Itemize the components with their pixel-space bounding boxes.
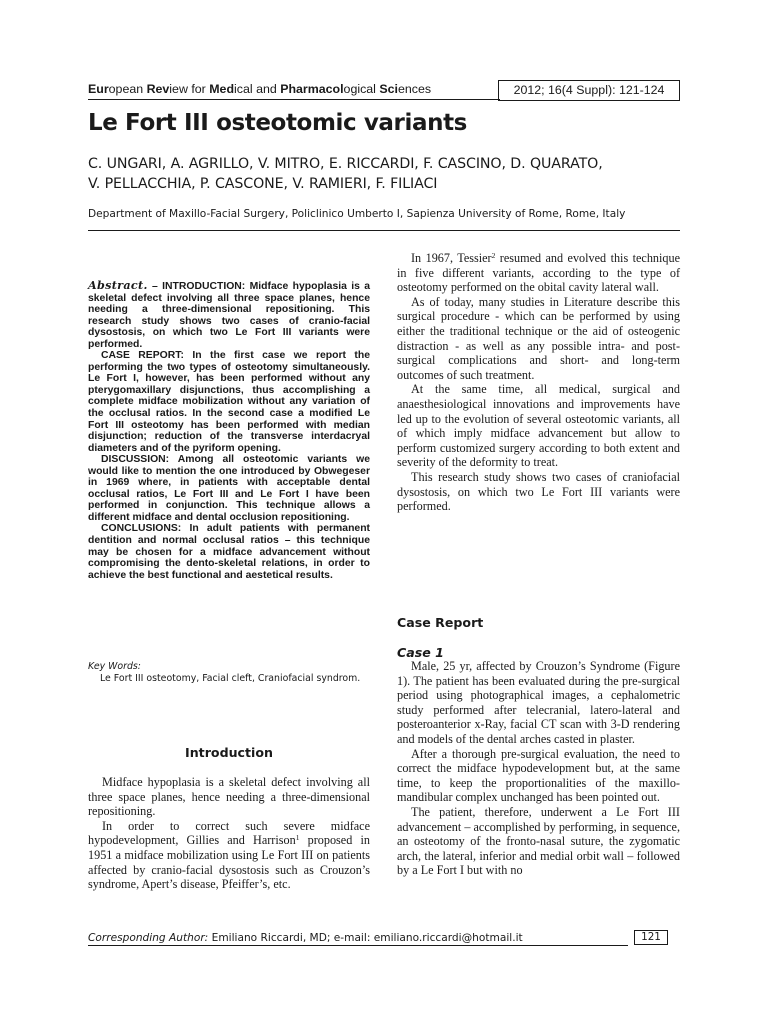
footer-rule [88, 945, 628, 946]
abstract-paragraph: Abstract. – INTRODUCTION: Midface hypoplasia is a skeletal defect involving all three space planes, hence needing a three-dimensional repositioning. This research study shows two cases of cranio-facial dysostosis, on which two Le Fort III variants were performed. [88, 278, 371, 350]
corresponding-author [88, 932, 523, 944]
case1-heading: Case 1 [397, 645, 444, 660]
keywords-text: Le Fort III osteotomy, Facial cleft, Craniofacial syndrom. [100, 673, 361, 684]
keywords-label: Key Words: [88, 661, 141, 672]
abstract-section-text: In the first case we report the performing the two types of osteotomy simultaneously. Le Fort I, however, has been performed without any pterygomaxillary disjunctions, thus accomplishing a complete midface mobilization without any variation of the occlusal ratios. In the second case a modified Le Fort III osteotomy has been performed with median disjunction; reduction of the transverse interdacryal diameters and of the pyriform opening. [88, 350, 370, 454]
author-line: V. PELLACCHIA, P. CASCONE, V. RAMIERI, F. FILIACI [88, 176, 438, 192]
abstract-section-label: INTRODUCTION: [162, 281, 246, 292]
keywords [88, 661, 370, 685]
article-title: Le Fort III osteotomic variants [88, 110, 467, 136]
abstract-section-label: DISCUSSION: [101, 454, 170, 466]
header-rule [88, 99, 500, 100]
body-paragraph: In 1967, Tessier$^2$ resumed and evolved this technique in five different variants, according to the type of osteotomy performed on the obital cavity lateral wall. [397, 251, 681, 295]
case1-body [397, 659, 680, 878]
introduction-body [88, 775, 370, 892]
citation-ref: 2 [491, 251, 496, 260]
right-column-body [397, 251, 680, 514]
body-paragraph: This research study shows two cases of craniofacial dysostosis, on which two Le Fort III variants were performed. [397, 469, 680, 514]
journal-name: European Review for Medical and Pharmacological Sciences [88, 82, 432, 96]
body-paragraph: The patient, therefore, underwent a Le Fort III advancement – accomplished by performing, in sequence, an osteotomy of the fronto-nasal suture, the zygomatic arch, the lateral, inferior and medial orbit wall – followed by a Le Fort I but with no [397, 804, 680, 878]
abstract-paragraph [88, 523, 370, 581]
abstract-section-text: Among all osteotomic variants we would like to mention the one introduced by Obwegeser in 1969 where, in patients with acceptable dental occlusal ratios, Le Fort III and Le Fort I have been performed in conjunction. This technique allows a different midface and dental occlusion repositioning. [88, 454, 370, 523]
body-paragraph: Midface hypoplasia is a skeletal defect involving all three space planes, hence needing a three-dimensional repositioning. [88, 775, 370, 819]
citation-ref: 1 [295, 833, 300, 843]
author-list [88, 154, 688, 194]
page-number: 121 [634, 930, 668, 945]
journal-header [88, 80, 680, 102]
affiliation-rule [88, 230, 680, 231]
abstract-section-text: Midface hypoplasia is a skeletal defect involving all three space planes, hence needing a three-dimensional repositioning. This research study shows two cases of cranio-facial dysostosis, on which two Le Fort III variants were performed. [88, 281, 371, 350]
introduction-heading: Introduction [185, 745, 273, 760]
body-paragraph: Male, 25 yr, affected by Crouzon’s Syndrome (Figure 1). The patient has been evaluated during the pre-surgical period using photographical images, a cephalometric study performed after telecranial, latero-lateral and posteroanterior x-Ray, facial CT scan with 3-D rendering and models of the dental arches casted in plaster. [397, 659, 680, 746]
corresponding-text: Emiliano Riccardi, MD; e-mail: emiliano.riccardi@hotmail.it [208, 932, 523, 944]
citation-box: 2012; 16(4 Suppl): 121-124 [498, 80, 680, 101]
page-footer [88, 930, 680, 946]
body-paragraph: At the same time, all medical, surgical and anaesthesiological innovations and improvements have led up to the evolution of several osteotomic variants, all of which imply midface advancement but allow to perform customized surgery according to both extent and severity of the deformity to treat. [397, 382, 680, 470]
abstract-section-text: In adult patients with permanent dentition and normal occlusal ratios – this technique may be chosen for a midface advancement without compromising the dento-skeletal relations, in order to achieve the best functional and aestetical results. [88, 523, 371, 581]
body-paragraph: In order to correct such severe midface hypodevelopment, Gillies and Harrison$^1$ proposed in 1951 a midface mobilization using Le Fort III on patients affected by cranio-facial dysostosis such as Crouzon’s syndrome, Apert’s disease, Pfeiffer’s, etc. [88, 818, 370, 892]
abstract-section-label: CONCLUSIONS: [101, 523, 182, 535]
body-paragraph: As of today, many studies in Literature describe this surgical procedure - which can be performed by using either the traditional technique or the aid of osteogenic distraction - as well as any possible intra- and post-surgical complications and short- and long-term outcomes of such treatment. [397, 294, 680, 382]
author-line: C. UNGARI, A. AGRILLO, V. MITRO, E. RICCARDI, F. CASCINO, D. QUARATO, [88, 156, 603, 172]
abstract-label: Abstract. [88, 278, 148, 292]
abstract-section-label: CASE REPORT: [101, 350, 184, 362]
body-paragraph: After a thorough pre-surgical evaluation, the need to correct the midface hypodevelopment but, at the same time, to keep the proportionalities of the maxillo-mandibular complex unchanged has been pointed out. [397, 746, 680, 805]
abstract-paragraph [88, 454, 370, 523]
abstract [88, 280, 370, 581]
abstract-paragraph [88, 350, 370, 454]
case-report-heading: Case Report [397, 615, 484, 630]
corresponding-label: Corresponding Author: [88, 932, 209, 944]
affiliation: Department of Maxillo-Facial Surgery, Policlinico Umberto I, Sapienza University of Rome, Rome, Italy [88, 208, 626, 220]
